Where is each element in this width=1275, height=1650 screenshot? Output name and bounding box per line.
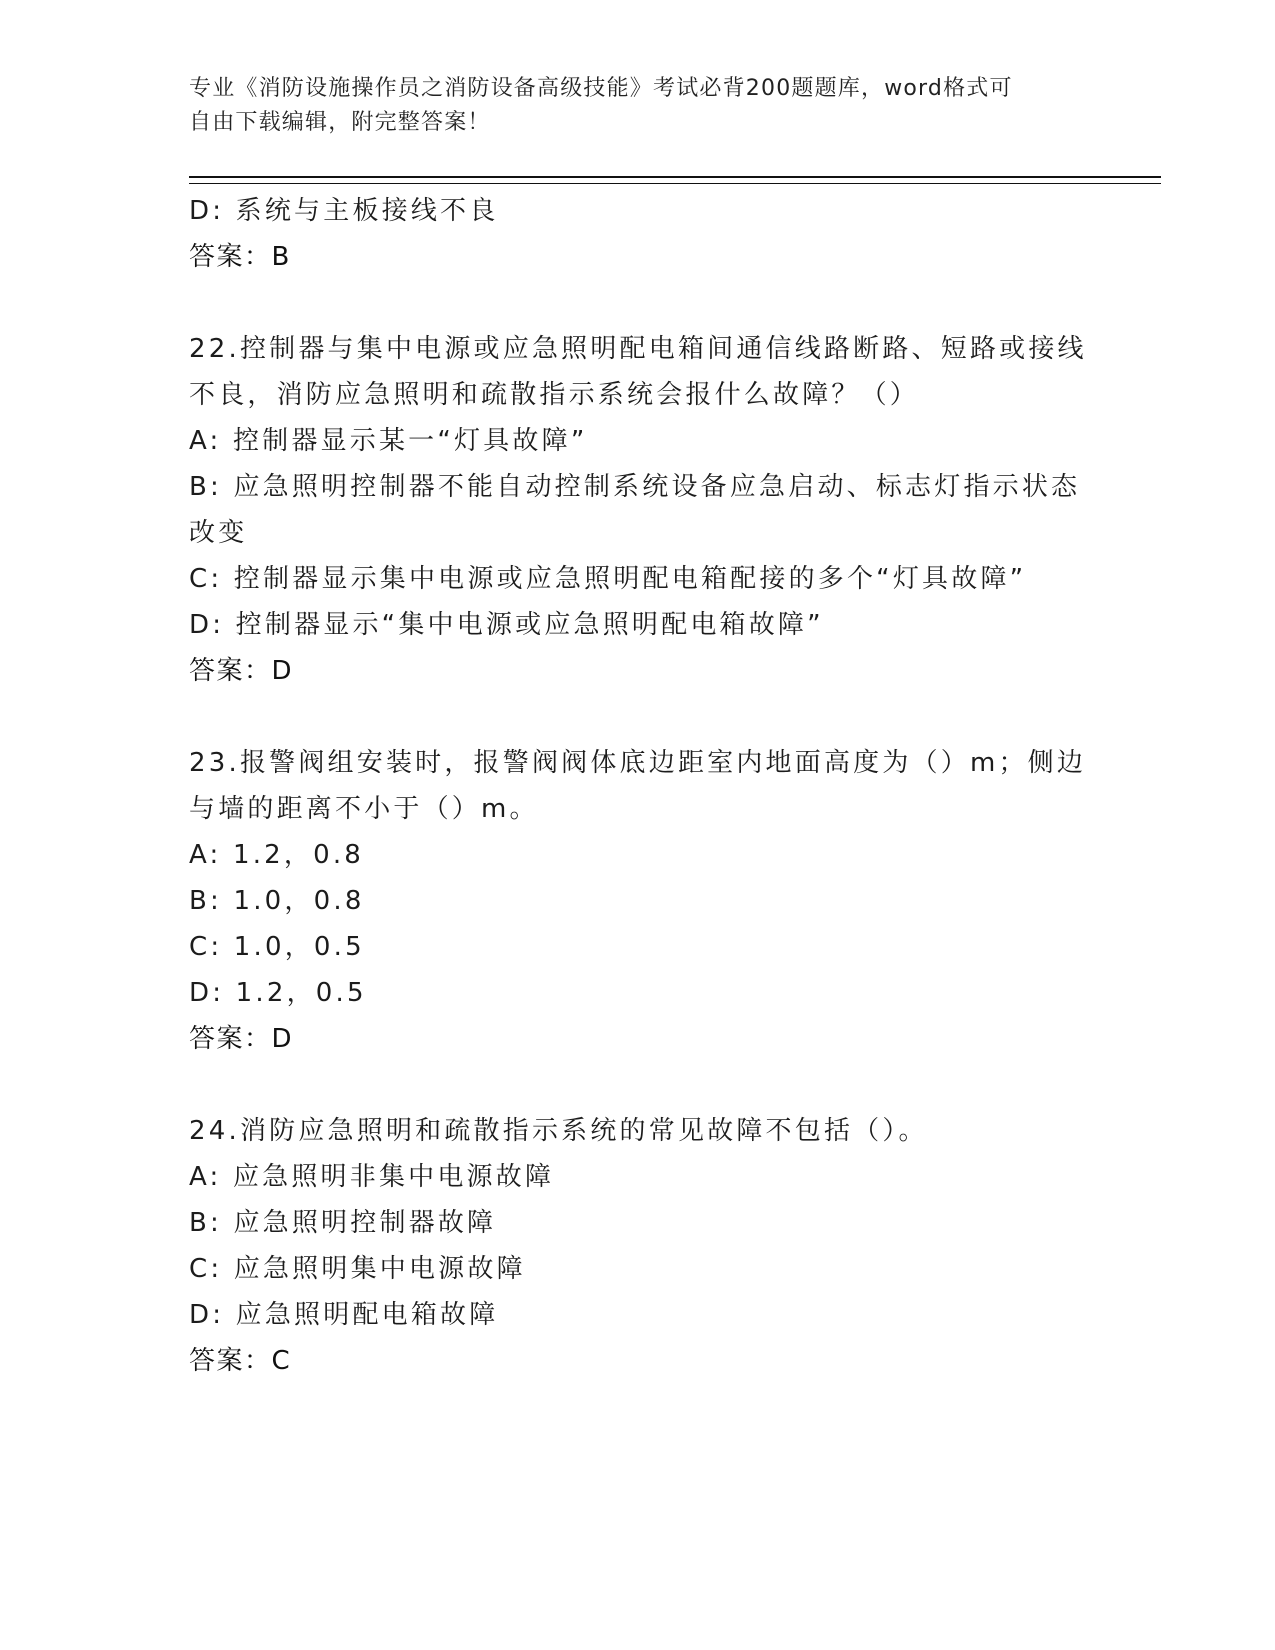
- question-stem-continued: 不良，消防应急照明和疏散指示系统会报什么故障？（）: [189, 380, 920, 410]
- question-23: [189, 740, 1089, 1062]
- question-stem-continued: 与墙的距离不小于（）m。: [189, 794, 539, 824]
- header-divider-thin: [189, 183, 1161, 184]
- document-body: [189, 188, 1089, 1384]
- option-c: C: 1.0，0.5: [189, 932, 365, 962]
- answer-label: 答案：D: [189, 1024, 294, 1054]
- option-a: A: 应急照明非集中电源故障: [189, 1162, 555, 1192]
- header-divider-thick: [189, 176, 1161, 178]
- question-stem: 23.报警阀组安装时，报警阀阀体底边距室内地面高度为（）m；侧边: [189, 748, 1087, 778]
- option-d: D: 控制器显示“集中电源或应急照明配电箱故障”: [189, 610, 824, 640]
- option-a: A: 1.2，0.8: [189, 840, 365, 870]
- option-c: C: 应急照明集中电源故障: [189, 1254, 526, 1284]
- question-stem: 24.消防应急照明和疏散指示系统的常见故障不包括（）。: [189, 1116, 928, 1146]
- spacer: [189, 1062, 1089, 1108]
- question-21-tail: [189, 188, 1089, 280]
- document-header: [189, 72, 1089, 140]
- spacer: [189, 694, 1089, 740]
- answer-label: 答案：B: [189, 242, 291, 272]
- option-d: D: 系统与主板接线不良: [189, 196, 499, 226]
- option-b: B: 应急照明控制器不能自动控制系统设备应急启动、标志灯指示状态: [189, 472, 1081, 502]
- option-b-continued: 改变: [189, 518, 248, 548]
- option-d: D: 应急照明配电箱故障: [189, 1300, 499, 1330]
- option-c: C: 控制器显示集中电源或应急照明配电箱配接的多个“灯具故障”: [189, 564, 1027, 594]
- answer-label: 答案：D: [189, 656, 294, 686]
- spacer: [189, 280, 1089, 326]
- question-22: [189, 326, 1089, 694]
- answer-label: 答案：C: [189, 1346, 292, 1376]
- header-line-2: 自由下载编辑，附完整答案！: [189, 110, 491, 135]
- question-24: [189, 1108, 1089, 1384]
- question-stem: 22.控制器与集中电源或应急照明配电箱间通信线路断路、短路或接线: [189, 334, 1087, 364]
- header-line-1: 专业《消防设施操作员之消防设备高级技能》考试必背200题题库，word格式可: [189, 76, 1013, 101]
- option-b: B: 1.0，0.8: [189, 886, 365, 916]
- option-d: D: 1.2，0.5: [189, 978, 367, 1008]
- option-b: B: 应急照明控制器故障: [189, 1208, 497, 1238]
- option-a: A: 控制器显示某一“灯具故障”: [189, 426, 588, 456]
